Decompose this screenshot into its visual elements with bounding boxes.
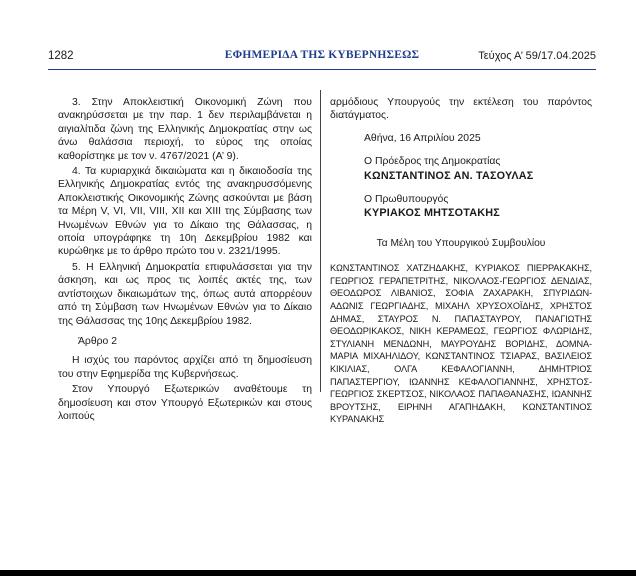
paragraph-4: 4. Τα κυριαρχικά δικαιώματα και η δικαιοδοσία της Ελληνικής Δημοκρατίας εντός της ανακηρυσσόμενης Αποκλειστικής Οικονομικής Ζώνης ασκούνται με βάση τα Μέρη V, VI, VII, VIII, XII και XIII της Σύμβασης των Ηνωμένων Εθνών για το Δίκαιο της Θάλασσας, η οποία υπογράφηκε τη 10η Δεκεμβρίου 1982 και κυρώθηκε με το άρθρο πρώτο του ν. 2321/1995. (58, 166, 312, 258)
president-role: Ο Πρόεδρος της Δημοκρατίας (364, 156, 501, 168)
paragraph-5: 5. Η Ελληνική Δημοκρατία επιφυλάσσεται για την άσκηση, και ως προς τις λοιπές ακτές της, των αντίστοιχων δικαιωμάτων της, όπως αυτά απορρέουν από τη Σύμβαση των Ηνωμένων Εθνών για το Δίκαιο της Θάλασσας της 10ης Δεκεμβρίου 1982. (58, 261, 312, 327)
paragraph-validity: Η ισχύς του παρόντος αρχίζει από τη δημοσίευση του στην Εφημερίδα της Κυβερνήσεως. (58, 355, 312, 380)
page-header (48, 46, 596, 66)
page-number: 1282 (48, 50, 74, 62)
signature-block (330, 132, 592, 221)
column-divider (320, 90, 321, 392)
place-date: Αθήνα, 16 Απριλίου 2025 (364, 132, 481, 144)
article-heading: Άρθρο 2 (78, 335, 117, 347)
president-name: ΚΩΝΣΤΑΝΤΙΝΟΣ ΑΝ. ΤΑΣΟΥΛΑΣ (364, 169, 534, 182)
paragraph-assignment: Στον Υπουργό Εξωτερικών αναθέτουμε τη δημοσίευση και στον Υπουργό Εξωτερικών και στους λοιπούς (58, 384, 312, 422)
right-column (330, 96, 592, 426)
gazette-title: ΕΦΗΜΕΡΙΔΑ ΤΗΣ ΚΥΒΕΡΝΗΣΕΩΣ (224, 49, 420, 61)
cabinet-members-title: Τα Μέλη του Υπουργικού Συμβουλίου (376, 237, 546, 249)
left-column (58, 96, 312, 425)
paragraph-continuation: αρμόδιους Υπουργούς την εκτέλεση του παρόντος διατάγματος. (330, 97, 592, 122)
issue-label: Τεύχος Α’ 59/17.04.2025 (478, 50, 596, 62)
header-rule (48, 69, 596, 70)
bottom-band (0, 570, 636, 576)
pm-role: Ο Πρωθυπουργός (364, 194, 449, 206)
cabinet-members-list: ΚΩΝΣΤΑΝΤΙΝΟΣ ΧΑΤΖΗΔΑΚΗΣ, ΚΥΡΙΑΚΟΣ ΠΙΕΡΡΑΚΑΚΗΣ, ΓΕΩΡΓΙΟΣ ΓΕΡΑΠΕΤΡΙΤΗΣ, ΝΙΚΟΛΑΟΣ-ΓΕΩΡΓΙΟΣ ΔΕΝΔΙΑΣ, ΘΕΟΔΩΡΟΣ ΛΙΒΑΝΙΟΣ, ΣΟΦΙΑ ΖΑΧΑΡΑΚΗ, ΣΠΥΡΙΔΩΝ-ΑΔΩΝΙΣ ΓΕΩΡΓΙΑΔΗΣ, ΜΙΧΑΗΛ ΧΡΥΣΟΧΟΪΔΗΣ, ΧΡΗΣΤΟΣ ΔΗΜΑΣ, ΣΤΑΥΡΟΣ Ν. ΠΑΠΑΣΤΑΥΡΟΥ, ΠΑΝΑΓΙΩΤΗΣ ΘΕΟΔΩΡΙΚΑΚΟΣ, ΝΙΚΗ ΚΕΡΑΜΕΩΣ, ΓΕΩΡΓΙΟΣ ΦΛΩΡΙΔΗΣ, ΣΤΥΛΙΑΝΗ ΜΕΝΔΩΝΗ, ΜΑΥΡΟΥΔΗΣ ΒΟΡΙΔΗΣ, ΔΟΜΝΑ-ΜΑΡΙΑ ΜΙΧΑΗΛΙΔΟΥ, ΚΩΝΣΤΑΝΤΙΝΟΣ ΤΣΙΑΡΑΣ, ΒΑΣΙΛΕΙΟΣ ΚΙΚΙΛΙΑΣ, ΟΛΓΑ ΚΕΦΑΛΟΓΙΑΝΝΗ, ΔΗΜΗΤΡΙΟΣ ΠΑΠΑΣΤΕΡΓΙΟΥ, ΙΩΑΝΝΗΣ ΚΕΦΑΛΟΓΙΑΝΝΗΣ, ΧΡΗΣΤΟΣ-ΓΕΩΡΓΙΟΣ ΣΚΕΡΤΣΟΣ, ΝΙΚΟΛΑΟΣ ΠΑΠΑΘΑΝΑΣΗΣ, ΙΩΑΝΝΗΣ ΒΡΟΥΤΣΗΣ, ΕΙΡΗΝΗ ΑΓΑΠΗΔΑΚΗ, ΚΩΝΣΤΑΝΤΙΝΟΣ ΚΥΡΑΝΑΚΗΣ (330, 263, 592, 425)
paragraph-3: 3. Στην Αποκλειστική Οικονομική Ζώνη που ανακηρύσσεται με την παρ. 1 δεν περιλαμβάνεται η αιγιαλίτιδα ζώνη της Ελληνικής Δημοκρατίας στην ως άνω θαλάσσια περιοχή, το εύρος της οποίας καθορίστηκε με τον ν. 4767/2021 (Α’ 9). (58, 97, 312, 162)
pm-name: ΚΥΡΙΑΚΟΣ ΜΗΤΣΟΤΑΚΗΣ (364, 207, 500, 220)
